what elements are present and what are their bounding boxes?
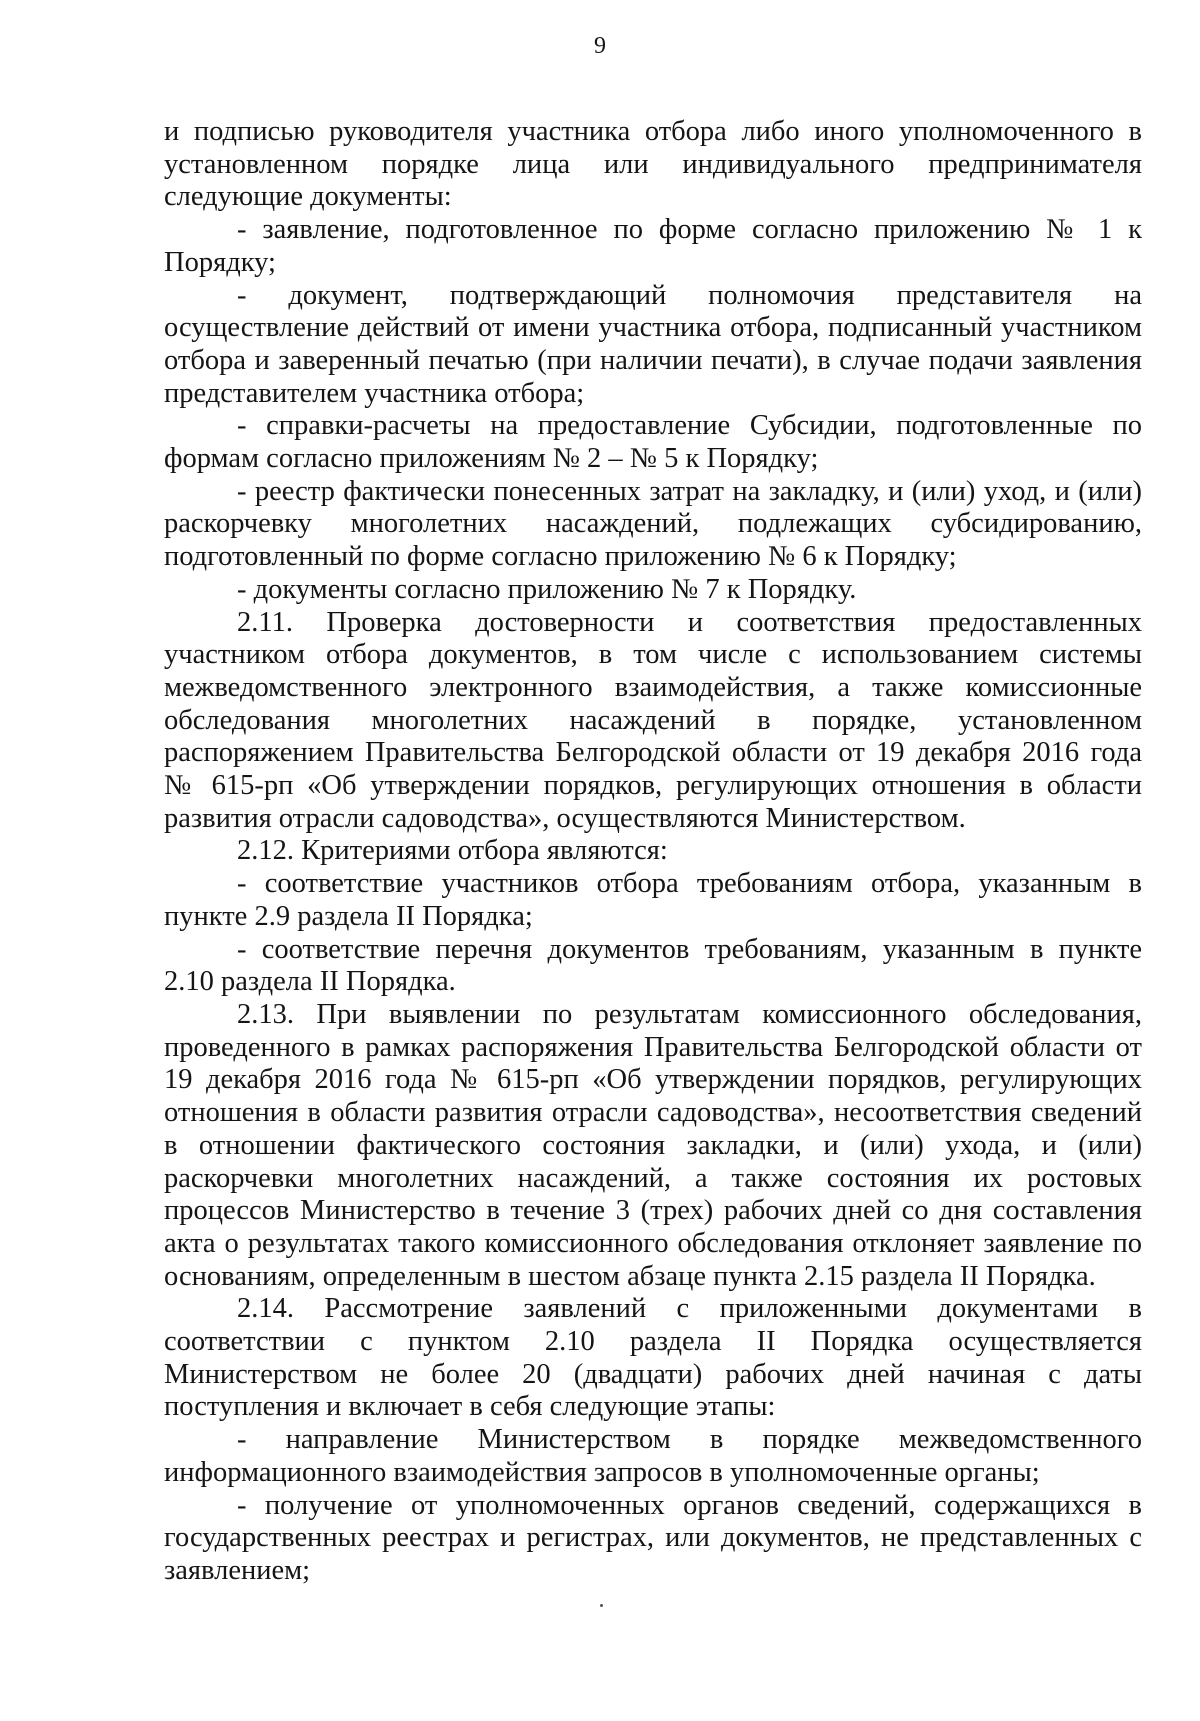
scan-artifact-dot: [600, 1604, 603, 1607]
clause-2-14: 2.14. Рассмотрение заявлений с приложенными документами в соответствии с пунктом 2.10 раздела II Порядка осуществляется Министерством не более 20 (двадцати) рабочих дней начиная с даты поступления и включает в себя следующие этапы:: [164, 1293, 1142, 1423]
document-body: [164, 116, 1142, 1588]
clause-2-11: 2.11. Проверка достоверности и соответствия предоставленных участником отбора документов, в том числе с использованием системы межведомственного электронного взаимодействия, а также комиссионные обследования многолетних насаждений в порядке, установленном распоряжением Правительства Белгородской области от 19 декабря 2016 года № 615-рп «Об утверждении порядков, регулирующих отношения в области развития отрасли садоводства», осуществляются Министерством.: [164, 606, 1142, 834]
list-item-authority-document: - документ, подтверждающий полномочия представителя на осуществление действий от имени участника отбора, подписанный участником отбора и заверенный печатью (при наличии печати), в случае подачи заявления представителем участника отбора;: [164, 279, 1142, 409]
criterion-documents: - соответствие перечня документов требованиям, указанным в пункте 2.10 раздела II Порядка.: [164, 933, 1142, 998]
page-number: 9: [594, 33, 606, 59]
criterion-participants: - соответствие участников отбора требованиям отбора, указанным в пункте 2.9 раздела II Порядка;: [164, 868, 1142, 932]
list-item-application: - заявление, подготовленное по форме согласно приложению № 1 к Порядку;: [164, 214, 1142, 278]
clause-2-12: 2.12. Критериями отбора являются:: [237, 835, 668, 867]
list-item-appendix-7: - документы согласно приложению № 7 к Порядку.: [237, 573, 857, 605]
list-item-calculations: - справки-расчеты на предоставление Субсидии, подготовленные по формам согласно приложениям № 2 – № 5 к Порядку;: [164, 410, 1142, 475]
clause-2-13: 2.13. При выявлении по результатам комиссионного обследования, проведенного в рамках распоряжения Правительства Белгородской области от 19 декабря 2016 года № 615-рп «Об утверждении порядков, регулирующих отношения в области развития отрасли садоводства», несоответствия сведений в отношении фактического состояния закладки, и (или) ухода, и (или) раскорчевки многолетних насаждений, а также состояния их ростовых процессов Министерство в течение 3 (трех) рабочих дней со дня составления акта о результатах такого комиссионного обследования отклоняет заявление по основаниям, определенным в шестом абзаце пункта 2.15 раздела II Порядка.: [164, 998, 1142, 1292]
stage-receiving-data: - получение от уполномоченных органов сведений, содержащихся в государственных реестрах и регистрах, или документов, не представленных с заявлением;: [164, 1489, 1142, 1586]
paragraph-intro-continuation: и подписью руководителя участника отбора либо иного уполномоченного в установленном порядке лица или индивидуального предпринимателя следующие документы:: [164, 116, 1142, 213]
stage-requests: - направление Министерством в порядке межведомственного информационного взаимодействия запросов в уполномоченные органы;: [164, 1424, 1142, 1488]
list-item-cost-register: - реестр фактически понесенных затрат на закладку, и (или) уход, и (или) раскорчевку многолетних насаждений, подлежащих субсидированию, подготовленный по форме согласно приложению № 6 к Порядку;: [164, 475, 1142, 573]
